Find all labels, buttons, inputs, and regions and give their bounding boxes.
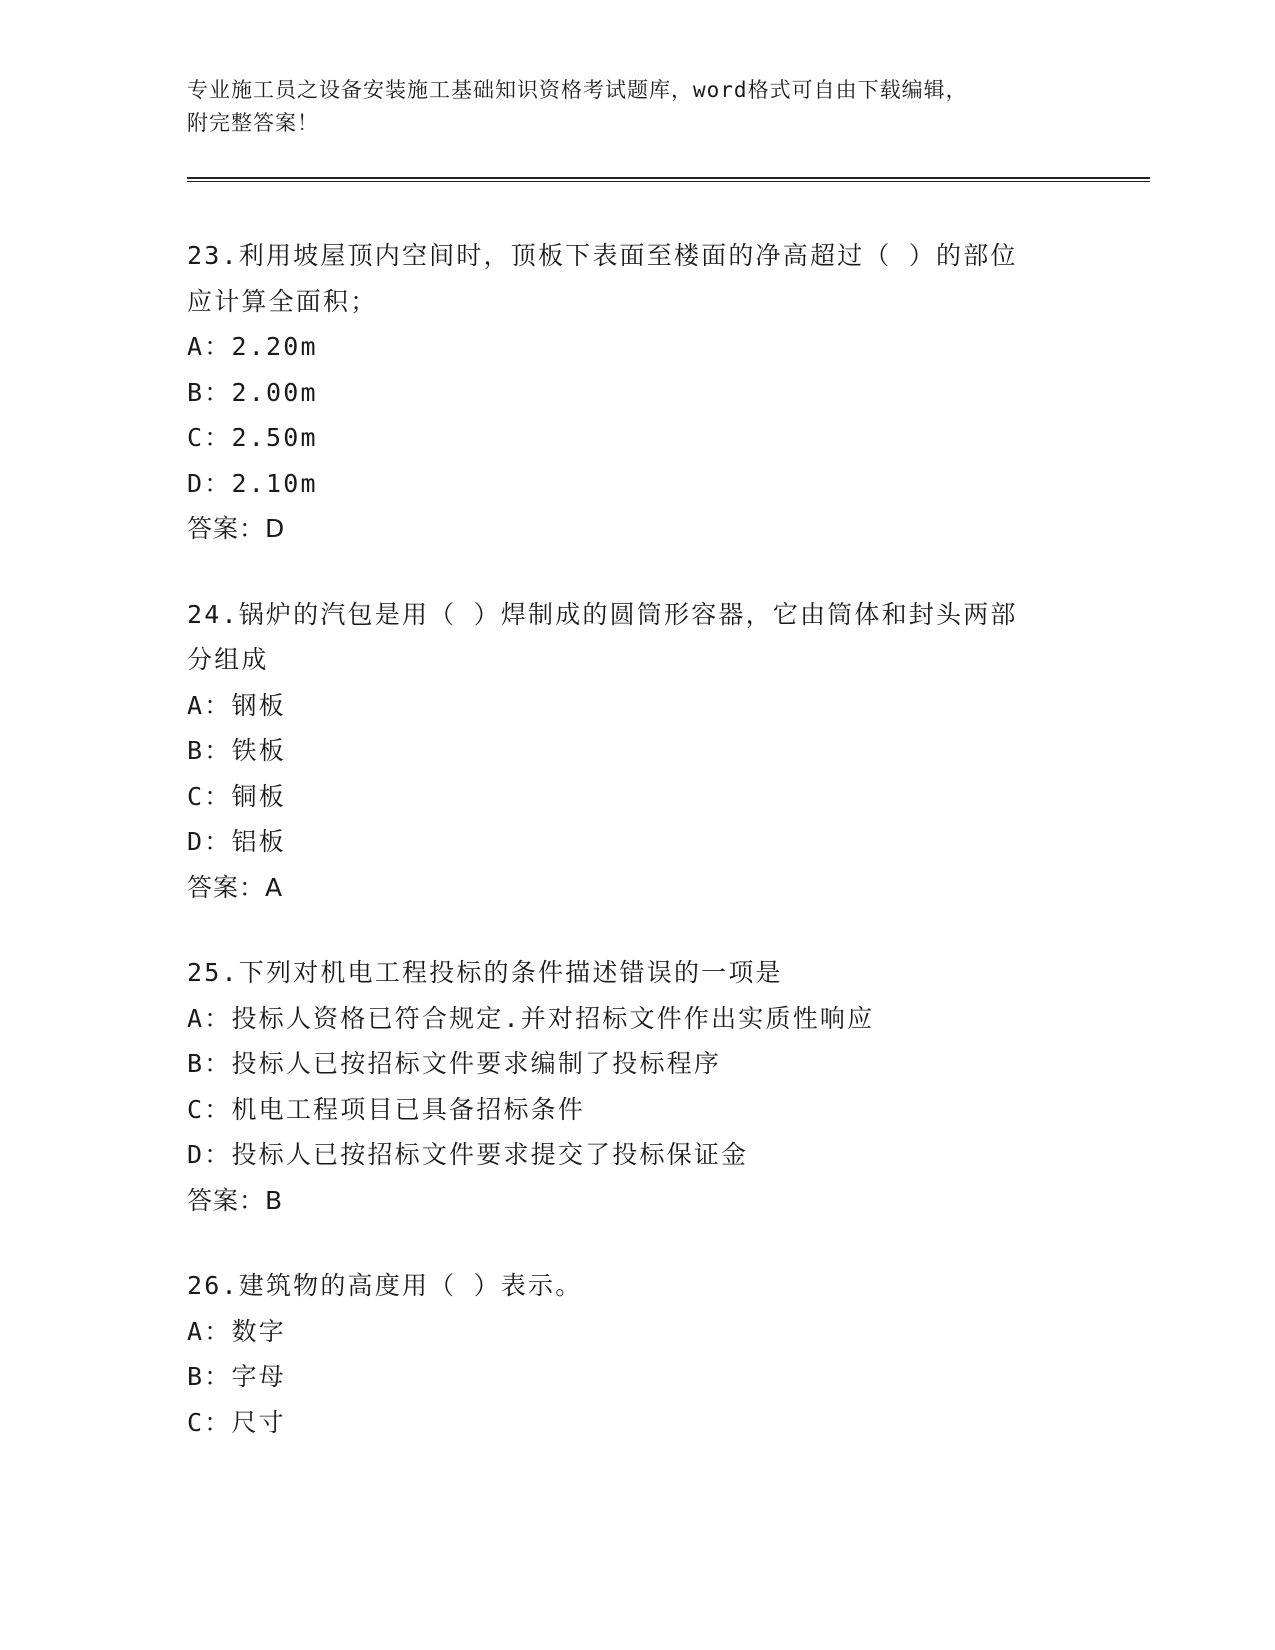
question-stem: 26.建筑物的高度用（ ）表示。 (187, 1271, 583, 1300)
option-a: A：数字 (187, 1316, 286, 1346)
option-a: A：钢板 (187, 690, 286, 720)
question-stem: 25.下列对机电工程投标的条件描述错误的一项是 (187, 958, 783, 987)
option-a: A：2.20m (187, 332, 318, 361)
question-24 (187, 592, 1087, 911)
option-b: B：投标人已按招标文件要求编制了投标程序 (187, 1049, 722, 1078)
question-25 (187, 950, 1087, 1223)
question-stem-continued: 分组成 (187, 645, 269, 674)
question-23 (187, 233, 1087, 552)
option-b: B：字母 (187, 1362, 286, 1391)
answer: 答案：B (187, 1185, 284, 1215)
header-line-2: 附完整答案！ (187, 111, 319, 135)
answer: 答案：D (187, 514, 286, 543)
option-d: D：铝板 (187, 827, 286, 856)
document-header (187, 74, 1087, 140)
question-stem: 23.利用坡屋顶内空间时，顶板下表面至楼面的净高超过（ ）的部位 (187, 241, 1018, 270)
option-b: B：2.00m (187, 377, 318, 407)
question-26 (187, 1263, 1087, 1445)
option-c: C：机电工程项目已具备招标条件 (187, 1094, 586, 1124)
answer: 答案：A (187, 872, 284, 902)
option-a: A：投标人资格已符合规定.并对招标文件作出实质性响应 (187, 1003, 875, 1033)
option-c: C：2.50m (187, 423, 318, 452)
option-d: D：2.10m (187, 468, 318, 498)
question-stem: 24.锅炉的汽包是用（ ）焊制成的圆筒形容器，它由筒体和封头两部 (187, 599, 1018, 629)
header-line-1: 专业施工员之设备安装施工基础知识资格考试题库，word格式可自由下载编辑， (187, 78, 968, 102)
option-c: C：铜板 (187, 781, 286, 811)
header-divider (187, 177, 1150, 182)
question-stem-continued: 应计算全面积； (187, 286, 378, 316)
option-b: B：铁板 (187, 736, 286, 765)
option-d: D：投标人已按招标文件要求提交了投标保证金 (187, 1140, 749, 1169)
option-c: C：尺寸 (187, 1407, 286, 1437)
question-list (187, 233, 1087, 1485)
